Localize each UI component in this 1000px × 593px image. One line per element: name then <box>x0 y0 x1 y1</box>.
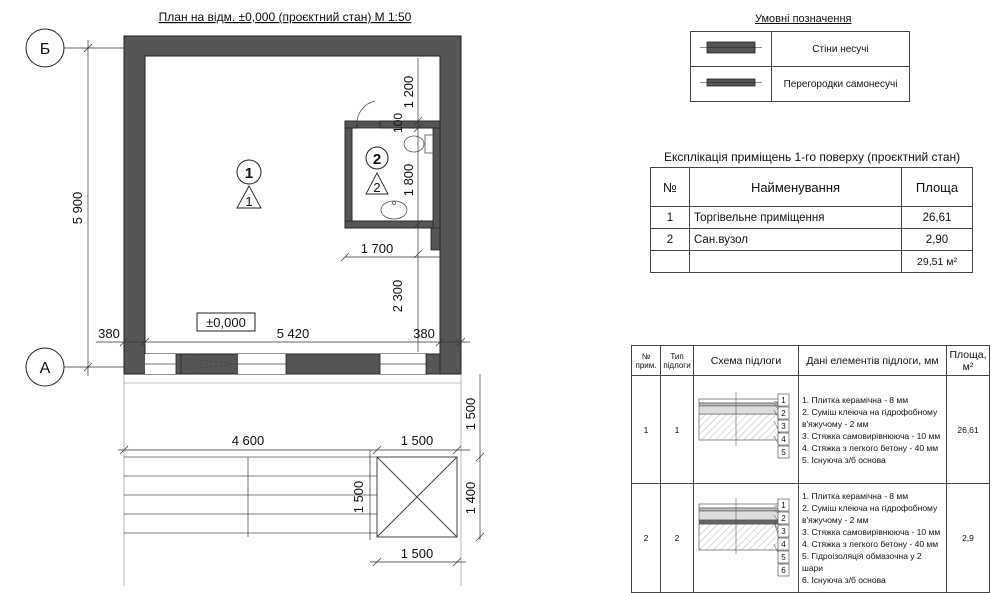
col-floor-area: Площа, м² <box>947 346 990 376</box>
legend-label-partitions: Перегородки самонесучі <box>772 67 910 102</box>
floor-layers-1: 1. Плитка керамічна - 8 мм 2. Суміш клеюча на гідрофобному в'яжучому - 2 мм 3. Стяжка самовирівнююча - 10 мм 4. Стяжка з легкого бетону - 40 мм 5. Існуюча з/б основа <box>799 376 947 484</box>
dim-1500-bottom-label: 1 500 <box>400 546 434 561</box>
dim-1700-label: 1 700 <box>360 241 394 256</box>
layer-number: 2 <box>781 514 786 523</box>
dim-2300-label: 2 300 <box>390 279 405 313</box>
dim-1200-label: 1 200 <box>401 75 416 109</box>
col-floor-type: Тип підлоги <box>661 346 694 376</box>
layer-number: 3 <box>781 422 786 431</box>
layer-number: 4 <box>781 435 786 444</box>
dim-1800-label: 1 800 <box>401 163 416 197</box>
dim-1500-right-label: 1 500 <box>463 397 478 431</box>
layer-number: 5 <box>781 448 786 457</box>
layer-number: 6 <box>781 566 786 575</box>
layer-number: 5 <box>781 553 786 562</box>
legend-title: Умовні позначення <box>755 13 852 25</box>
plan-title: План на відм. ±0,000 (проєктний стан) М 1:50 <box>158 10 412 24</box>
room-1-number: 1 <box>244 165 254 182</box>
layer-number: 2 <box>781 409 786 418</box>
room-1-floor-type: 1 <box>245 194 253 209</box>
axis-b-label: Б <box>39 41 51 58</box>
dim-4600-label: 4 600 <box>231 433 265 448</box>
col-scheme: Схема підлоги <box>694 346 799 376</box>
dim-380-left-label: 380 <box>98 326 120 341</box>
layer-number: 1 <box>781 396 786 405</box>
table-row: 1 1 1. Плитка керамічна - 8 мм 2. Суміш клеюча на гідрофобному в'яжучому - 2 мм 3. Стяжка самовирівнююча - 10 мм 4. Стяжка з легкого бетону - 40 мм 5. Існуюча з/б основа 26,61 <box>632 376 990 484</box>
explication-title: Експлікація приміщень 1-го поверху (проєктний стан) <box>664 150 961 164</box>
legend-label-walls: Стіни несучі <box>772 32 910 67</box>
floor-layers-2: 1. Плитка керамічна - 8 мм 2. Суміш клеюча на гідрофобному в'яжучому - 2 мм 3. Стяжка самовирівнююча - 10 мм 4. Стяжка з легкого бетону - 40 мм 5. Гідроізоляція обмазочна у 2 шари 6. Існуюча з/б основа <box>799 484 947 593</box>
dim-5420-label: 5 420 <box>276 326 310 341</box>
room-2-floor-type: 2 <box>373 180 381 195</box>
dim-380-right-label: 380 <box>413 326 435 341</box>
room-2-number: 2 <box>372 151 382 168</box>
dim-1400-label: 1 400 <box>463 481 478 515</box>
layer-number: 1 <box>781 501 786 510</box>
dim-5900-label: 5 900 <box>70 191 85 225</box>
axis-a-label: А <box>39 360 51 377</box>
col-area: Площа <box>902 168 973 207</box>
table-row: 2 Сан.вузол 2,90 <box>651 229 973 251</box>
col-layer-data: Дані елементів підлоги, мм <box>799 346 947 376</box>
dim-100-label: 100 <box>391 112 405 134</box>
col-no: № <box>651 168 690 207</box>
layer-number: 3 <box>781 527 786 536</box>
total-area: 29,51 м² <box>902 251 973 273</box>
col-name: Найменування <box>690 168 902 207</box>
table-row: 1 Торгівельне приміщення 26,61 <box>651 207 973 229</box>
dim-1500-left-label: 1 500 <box>351 480 366 514</box>
table-row: 2 2 1. Плитка керамічна - 8 мм 2. Суміш клеюча на гідрофобному в'яжучому - 2 мм 3. Стяжка самовирівнююча - 10 мм 4. Стяжка з легкого бетону - 40 мм 5. Гідроізоляція обмазочна у 2 шари 6. Існуюча з/б основа 2,9 <box>632 484 990 593</box>
col-room-no: № прим. <box>632 346 661 376</box>
layer-number: 4 <box>781 540 786 549</box>
dim-1500-top-label: 1 500 <box>400 433 434 448</box>
level-mark: ±0,000 <box>206 315 246 330</box>
